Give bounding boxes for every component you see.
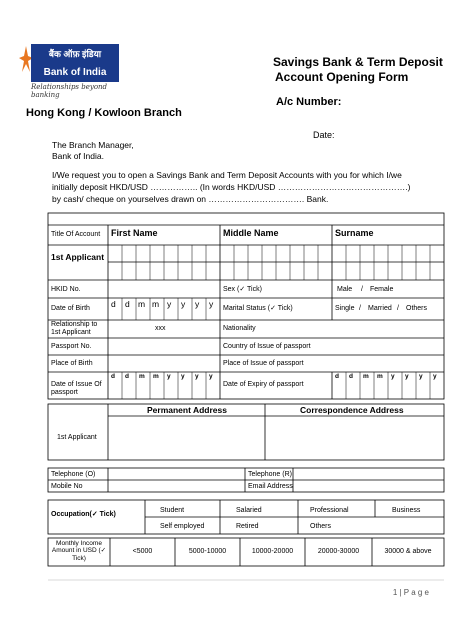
expiry-date-cells[interactable] bbox=[332, 373, 444, 383]
hkid-label: HKID No. bbox=[51, 286, 81, 293]
page-number: 1 | P a g e bbox=[392, 588, 429, 597]
form-title-line2: Account Opening Form bbox=[275, 70, 409, 84]
country-passport-label: Country of Issue of passport bbox=[223, 343, 311, 350]
expiry-char: m bbox=[377, 373, 383, 380]
income-range-4[interactable]: 20000-30000 bbox=[317, 548, 360, 555]
tel-o-label: Telephone (O) bbox=[51, 471, 96, 478]
male-option[interactable]: Male bbox=[337, 286, 353, 293]
expiry-char: y bbox=[433, 373, 437, 380]
request-line2: initially deposit HKD/USD …………….. (In words HKD/USD ……………………………………….) bbox=[52, 182, 411, 192]
tel-r-label: Telephone (R) bbox=[248, 471, 292, 478]
place-passport-label: Place of Issue of passport bbox=[223, 360, 304, 367]
expiry-char: y bbox=[405, 373, 409, 380]
income-range-5[interactable]: 30000 & above bbox=[384, 548, 432, 555]
occupation-salaried[interactable]: Salaried bbox=[236, 507, 262, 514]
female-option[interactable]: Female bbox=[370, 286, 394, 293]
correspondence-address-header: Correspondence Address bbox=[300, 405, 404, 415]
address-applicant-label: 1st Applicant bbox=[57, 434, 97, 441]
issue-char: y bbox=[209, 373, 213, 380]
addressee-line2: Bank of India. bbox=[52, 151, 104, 161]
date-expiry-label: Date of Expiry of passport bbox=[223, 381, 304, 388]
dob-char: y bbox=[209, 299, 214, 309]
income-range-1[interactable]: <5000 bbox=[132, 548, 153, 555]
surname-header: Surname bbox=[335, 228, 374, 238]
marital-label: Marital Status (✓ Tick) bbox=[223, 305, 293, 312]
first-name-header: First Name bbox=[111, 228, 158, 238]
expiry-char: d bbox=[349, 373, 353, 380]
dob-char: d bbox=[125, 299, 130, 309]
dob-char: m bbox=[152, 299, 160, 309]
issue-char: d bbox=[111, 373, 115, 380]
marital-sep1: / bbox=[359, 305, 361, 312]
issue-char: d bbox=[125, 373, 129, 380]
dob-char: d bbox=[111, 299, 116, 309]
branch-name: Hong Kong / Kowloon Branch bbox=[26, 107, 182, 119]
occupation-self-employed[interactable]: Self employed bbox=[160, 523, 205, 530]
expiry-char: y bbox=[419, 373, 423, 380]
date-label: Date: bbox=[313, 130, 335, 140]
title-of-account-label: Title Of Account bbox=[51, 231, 101, 238]
issue-char: y bbox=[181, 373, 185, 380]
date-issue-label: Date of Issue Of passport bbox=[51, 381, 102, 397]
issue-char: y bbox=[167, 373, 171, 380]
addressee-line1: The Branch Manager, bbox=[52, 140, 134, 150]
issue-char: y bbox=[195, 373, 199, 380]
request-line1: I/We request you to open a Savings Bank and Term Deposit Accounts with you for which I/we bbox=[52, 170, 402, 180]
permanent-address-header: Permanent Address bbox=[147, 405, 227, 415]
request-line3: by cash/ cheque on yourselves drawn on ……………………………. Bank. bbox=[52, 194, 329, 204]
dob-char: y bbox=[195, 299, 200, 309]
logo-tagline: Relationships beyond banking bbox=[31, 83, 108, 99]
sex-separator: / bbox=[361, 286, 363, 293]
dob-label: Date of Birth bbox=[51, 305, 90, 312]
relationship-label: Relationship to 1st Applicant bbox=[51, 321, 98, 337]
married-option[interactable]: Married bbox=[368, 305, 392, 312]
occupation-professional[interactable]: Professional bbox=[310, 507, 349, 514]
issue-char: m bbox=[153, 373, 159, 380]
correspondence-address-field[interactable] bbox=[267, 418, 442, 458]
pob-label: Place of Birth bbox=[51, 360, 93, 367]
income-range-3[interactable]: 10000-20000 bbox=[251, 548, 294, 555]
form-title-line1: Savings Bank & Term Deposit bbox=[273, 55, 443, 69]
marital-sep2: / bbox=[397, 305, 399, 312]
logo-hindi: बैंक ऑफ़ इंडिया bbox=[31, 44, 119, 64]
applicant-label: 1st Applicant bbox=[51, 252, 105, 262]
logo-english: Bank of India bbox=[31, 64, 119, 82]
account-number-label: A/c Number: bbox=[276, 96, 342, 108]
occupation-label: Occupation(✓ Tick) bbox=[51, 511, 116, 518]
single-option[interactable]: Single bbox=[335, 305, 355, 312]
nationality-label: Nationality bbox=[223, 325, 256, 332]
dob-char: y bbox=[167, 299, 172, 309]
passport-label: Passport No. bbox=[51, 343, 92, 350]
mobile-label: Mobile No bbox=[51, 483, 83, 490]
middle-name-header: Middle Name bbox=[223, 228, 279, 238]
issue-date-cells[interactable] bbox=[108, 373, 220, 383]
income-range-2[interactable]: 5000-10000 bbox=[188, 548, 227, 555]
others-option[interactable]: Others bbox=[406, 305, 428, 312]
dob-char: m bbox=[138, 299, 146, 309]
sex-label: Sex (✓ Tick) bbox=[223, 286, 262, 293]
occupation-others[interactable]: Others bbox=[310, 523, 332, 530]
expiry-char: y bbox=[391, 373, 395, 380]
occupation-business[interactable]: Business bbox=[392, 507, 421, 514]
issue-char: m bbox=[139, 373, 145, 380]
dob-char: y bbox=[181, 299, 186, 309]
occupation-student[interactable]: Student bbox=[160, 507, 185, 514]
email-label: Email Address bbox=[248, 483, 293, 490]
expiry-char: m bbox=[363, 373, 369, 380]
dob-cells[interactable] bbox=[108, 299, 220, 311]
relationship-xxx: xxx bbox=[155, 325, 166, 332]
occupation-retired[interactable]: Retired bbox=[236, 523, 259, 530]
permanent-address-field[interactable] bbox=[110, 418, 263, 458]
expiry-char: d bbox=[335, 373, 339, 380]
income-label: Monthly Income Amount in USD (✓ Tick) bbox=[51, 540, 107, 562]
